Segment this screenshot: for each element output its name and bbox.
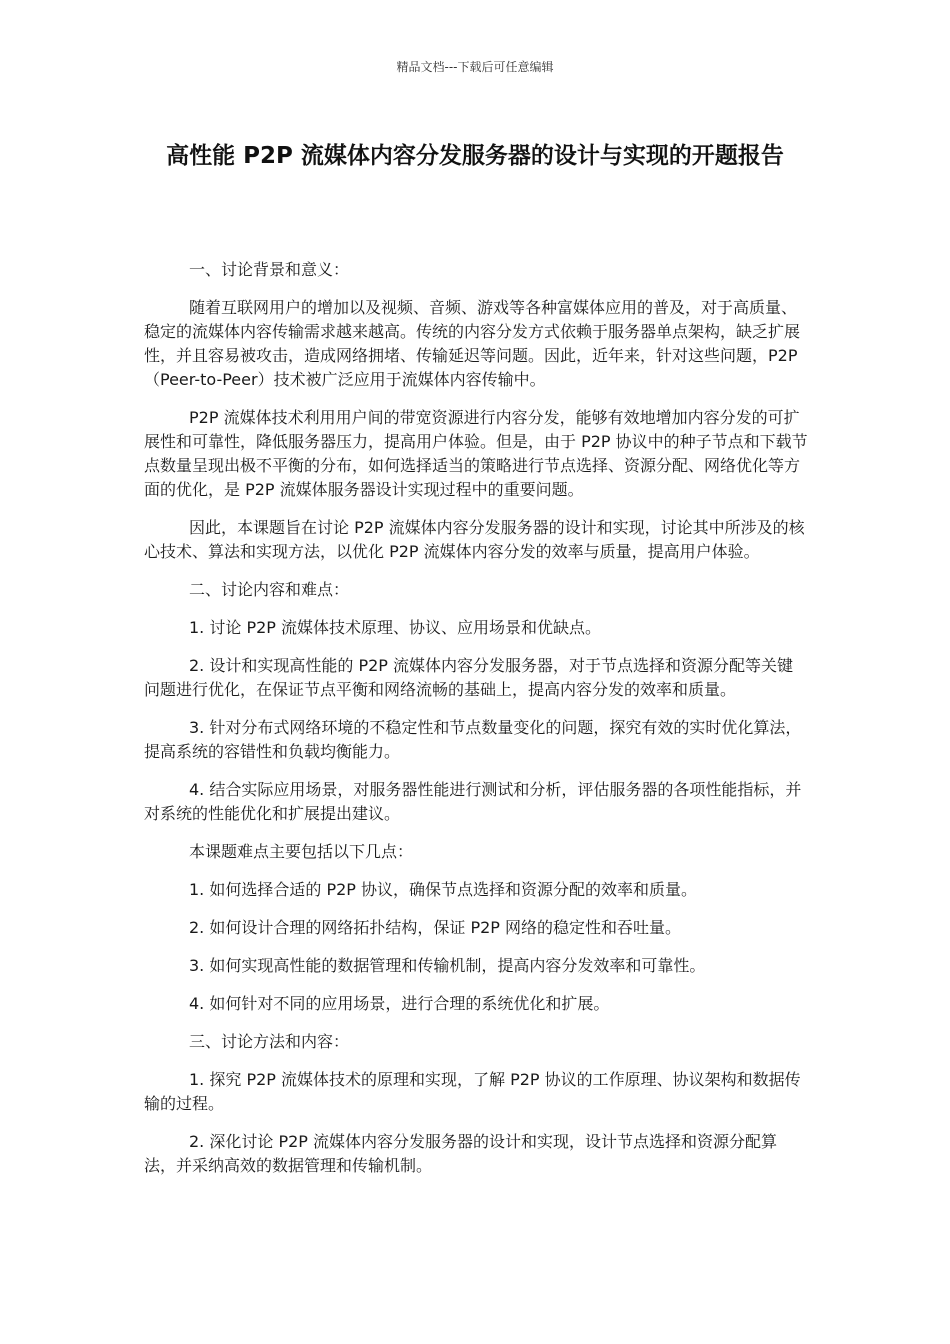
list-item-content-4: 4. 结合实际应用场景，对服务器性能进行测试和分析，评估服务器的各项性能指标，并对系统的性能优化和扩展提出建议。 [144, 780, 802, 823]
document-title: 高性能 P2P 流媒体内容分发服务器的设计与实现的开题报告 [166, 143, 784, 169]
list-item-difficulty-1: 1. 如何选择合适的 P2P 协议，确保节点选择和资源分配的效率和质量。 [189, 880, 698, 899]
page-header: 精品文档---下载后可任意编辑 [396, 60, 554, 74]
list-item-method-2: 2. 深化讨论 P2P 流媒体内容分发服务器的设计和实现，设计节点选择和资源分配算法，并采纳高效的数据管理和传输机制。 [144, 1132, 778, 1175]
section-heading-content: 二、讨论内容和难点： [189, 580, 350, 599]
list-item-content-3: 3. 针对分布式网络环境的不稳定性和节点数量变化的问题，探究有效的实时优化算法，提高系统的容错性和负载均衡能力。 [144, 718, 802, 761]
difficulties-intro: 本课题难点主要包括以下几点： [189, 842, 414, 861]
list-item-content-2: 2. 设计和实现高性能的 P2P 流媒体内容分发服务器，对于节点选择和资源分配等关键问题进行优化，在保证节点平衡和网络流畅的基础上，提高内容分发的效率和质量。 [144, 656, 794, 699]
paragraph-purpose: 因此，本课题旨在讨论 P2P 流媒体内容分发服务器的设计和实现，讨论其中所涉及的核心技术、算法和实现方法，以优化 P2P 流媒体内容分发的效率与质量，提高用户体验。 [144, 518, 805, 561]
document-body [144, 258, 808, 1192]
section-heading-methods: 三、讨论方法和内容： [189, 1032, 350, 1051]
paragraph-p2p-technology: P2P 流媒体技术利用用户间的带宽资源进行内容分发，能够有效地增加内容分发的可扩展性和可靠性，降低服务器压力，提高用户体验。但是，由于 P2P 协议中的种子节点和下载节点数量呈现出极不平衡的分布，如何选择适当的策略进行节点选择、资源分配、网络优化等方面的优化，是 P2P 流媒体服务器设计实现过程中的重要问题。 [144, 408, 808, 499]
list-item-content-1: 1. 讨论 P2P 流媒体技术原理、协议、应用场景和优缺点。 [189, 618, 602, 637]
list-item-method-1: 1. 探究 P2P 流媒体技术的原理和实现，了解 P2P 协议的工作原理、协议架构和数据传输的过程。 [144, 1070, 801, 1113]
paragraph-background: 随着互联网用户的增加以及视频、音频、游戏等各种富媒体应用的普及，对于高质量、稳定的流媒体内容传输需求越来越高。传统的内容分发方式依赖于服务器单点架构，缺乏扩展性，并且容易被攻击，造成网络拥堵、传输延迟等问题。因此，近年来，针对这些问题，P2P（Peer-to-Peer）技术被广泛应用于流媒体内容传输中。 [144, 298, 801, 389]
list-item-difficulty-2: 2. 如何设计合理的网络拓扑结构，保证 P2P 网络的稳定性和吞吐量。 [189, 918, 682, 937]
section-heading-background: 一、讨论背景和意义： [189, 260, 350, 279]
list-item-difficulty-4: 4. 如何针对不同的应用场景，进行合理的系统优化和扩展。 [189, 994, 610, 1013]
list-item-difficulty-3: 3. 如何实现高性能的数据管理和传输机制，提高内容分发效率和可靠性。 [189, 956, 706, 975]
